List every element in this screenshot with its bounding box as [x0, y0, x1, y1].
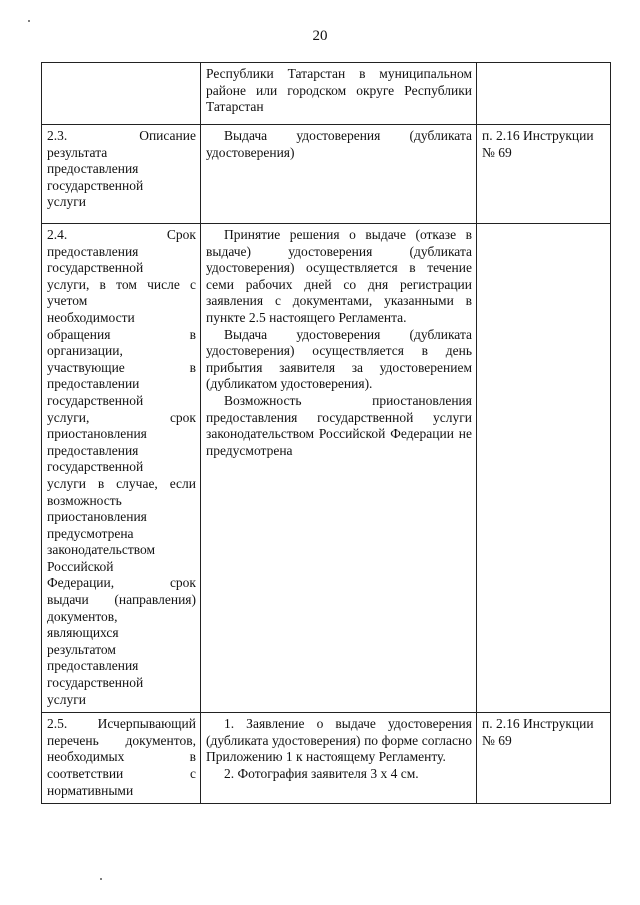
item-title-line: документов,: [47, 608, 118, 624]
item-title-line: Российской: [47, 558, 114, 574]
row-number-cell: [42, 63, 201, 125]
item-title-line: результатом: [47, 641, 116, 657]
item-title-line: Федерации, срок: [47, 575, 196, 591]
item-title-line: обращения в: [47, 326, 196, 342]
content-paragraph: 1. Заявление о выдаче удостоверения (дубликата удостоверения) по форме согласно Приложению 1 к настоящему Регламенту.: [206, 716, 472, 765]
table-row: [42, 63, 611, 125]
content-paragraph: Возможность приостановления предоставления государственной услуги законодательством Российской Федерации не предусмотрена: [206, 392, 472, 458]
reference-cell: [477, 224, 611, 713]
item-title-line: возможность: [47, 492, 122, 508]
item-title-line: организации,: [47, 343, 123, 359]
reference-cell: п. 2.16 Инструкции № 69: [477, 125, 611, 224]
item-title-line: услуги: [47, 691, 86, 707]
item-title-line: необходимых в: [47, 749, 196, 765]
content-cell: [201, 224, 477, 713]
item-title-line: выдачи (направления): [47, 592, 196, 608]
table-row: [42, 125, 611, 224]
item-title-line: 2.3. Описание: [47, 128, 196, 143]
content-paragraph: Республики Татарстан в муниципальном районе или городском округе Республики Татарстан: [206, 66, 472, 115]
item-title-cell: [42, 713, 201, 804]
item-title-line: учетом: [47, 293, 88, 309]
scan-speck: [28, 20, 30, 22]
item-title-line: приостановления: [47, 509, 147, 525]
content-paragraph: Выдача удостоверения (дубликата удостоверения) осуществляется в день прибытия заявителя за удостоверением (дубликатом удостоверения).: [206, 326, 472, 392]
item-title-line: услуги, в том числе с: [47, 276, 196, 292]
page-number: 20: [312, 28, 328, 44]
regulation-table: [41, 62, 611, 804]
item-title-line: приостановления: [47, 426, 147, 442]
item-title-line: услуги, срок: [47, 409, 196, 425]
item-title-line: предоставлении: [47, 376, 140, 392]
item-title-line: услуги в случае, если: [47, 475, 196, 491]
item-title-line: соответствии с: [47, 766, 196, 781]
item-title-line: результата: [47, 144, 108, 160]
item-title-line: являющихся: [47, 625, 119, 641]
item-title-line: услуги: [47, 194, 86, 210]
content-paragraph: Выдача удостоверения (дубликата удостоверения): [206, 128, 472, 160]
item-title-line: перечень документов,: [47, 732, 196, 748]
reference-cell: п. 2.16 Инструкции № 69: [477, 713, 611, 804]
item-title-line: необходимости: [47, 309, 135, 325]
item-title-line: предоставления: [47, 442, 139, 458]
item-title-line: законодательством: [47, 542, 156, 558]
item-title-line: 2.4. Срок: [47, 227, 196, 242]
item-title-line: 2.5. Исчерпывающий: [47, 716, 196, 732]
item-title-line: государственной: [47, 675, 144, 691]
item-title-cell: [42, 125, 201, 224]
table-row: [42, 224, 611, 713]
item-title-line: предоставления: [47, 658, 139, 674]
item-title-line: предоставления: [47, 243, 139, 259]
content-paragraph: Принятие решения о выдаче (отказе в выдаче) удостоверения (дубликата удостоверения) осуществляется в течение семи рабочих дней со дня регистрации заявления с документами, указанными в пункте 2.5 настоящего Регламента.: [206, 227, 472, 325]
item-title-line: государственной: [47, 459, 144, 475]
item-title-line: государственной: [47, 260, 144, 276]
item-title-line: предоставления: [47, 161, 139, 177]
content-paragraph: 2. Фотография заявителя 3 x 4 см.: [224, 766, 419, 781]
item-title-cell: [42, 224, 201, 713]
item-title-line: предусмотрена: [47, 525, 134, 541]
scan-speck: [100, 878, 102, 880]
content-cell: [201, 63, 477, 125]
item-title-line: нормативными: [47, 782, 134, 798]
table-row: [42, 713, 611, 804]
content-cell: [201, 125, 477, 224]
reference-cell: [477, 63, 611, 125]
content-cell: [201, 713, 477, 804]
item-title-line: государственной: [47, 177, 144, 193]
item-title-line: государственной: [47, 392, 144, 408]
item-title-line: участвующие в: [47, 359, 196, 375]
